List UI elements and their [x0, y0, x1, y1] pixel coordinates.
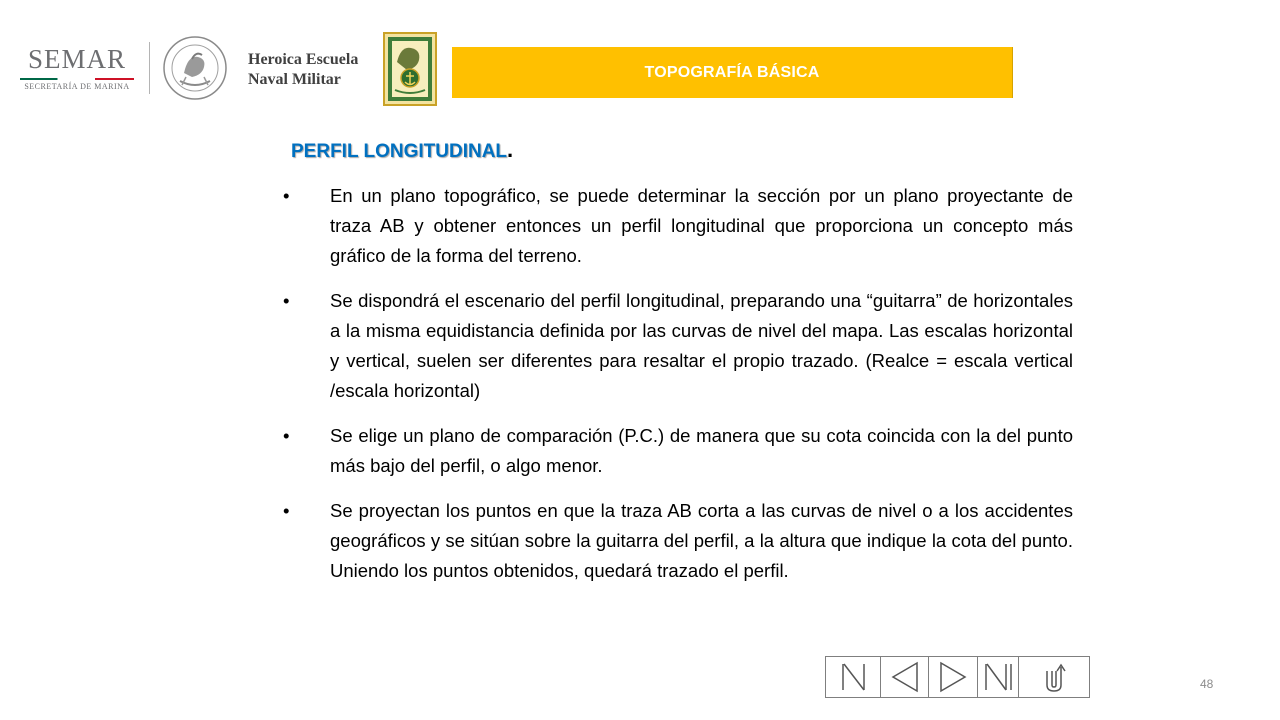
header-divider — [149, 42, 150, 94]
bullet-text: Se elige un plano de comparación (P.C.) de manera que su cota coincida con la del punto más bajo del perfil, o algo menor. — [330, 425, 1073, 476]
national-seal-icon — [162, 33, 228, 103]
last-slide-icon — [978, 657, 1018, 697]
bullet-mark: • — [283, 185, 290, 206]
page-number: 48 — [1200, 677, 1214, 691]
semar-logo-subtitle: SECRETARÍA DE MARINA — [24, 82, 130, 91]
first-slide-icon — [826, 657, 880, 697]
semar-logo — [18, 44, 136, 94]
return-button[interactable] — [1019, 657, 1089, 697]
course-banner — [452, 47, 1013, 98]
last-slide-button[interactable] — [978, 657, 1019, 697]
bullet-item — [283, 421, 1073, 481]
naval-school-crest-icon — [383, 32, 437, 106]
bullet-text: Se dispondrá el escenario del perfil longitudinal, preparando una “guitarra” de horizontales a la misma equidistancia definida por las curvas de nivel del mapa. Las escalas horizontal y vertical, suelen ser diferentes para resaltar el propio trazado. (Realce = escala vertical /escala horizontal) — [330, 290, 1073, 401]
return-icon — [1019, 657, 1090, 697]
school-name-line2: Naval Militar — [248, 71, 341, 88]
course-banner-text: TOPOGRAFÍA BÁSICA — [644, 63, 820, 81]
next-slide-button[interactable] — [929, 657, 978, 697]
bullet-list — [283, 181, 1073, 601]
first-slide-button[interactable] — [826, 657, 881, 697]
previous-slide-button[interactable] — [881, 657, 930, 697]
school-name-line1: Heroica Escuela — [248, 51, 359, 68]
bullet-mark: • — [283, 425, 290, 446]
previous-slide-icon — [881, 657, 929, 697]
slide-title-period: . — [507, 137, 514, 162]
bullet-item — [283, 496, 1073, 586]
bullet-mark: • — [283, 500, 290, 521]
semar-logo-text: SEMAR — [27, 44, 127, 74]
school-name — [248, 50, 388, 90]
slide-title-text: PERFIL LONGITUDINAL — [291, 141, 508, 162]
slide-title — [291, 137, 513, 163]
bullet-text: Se proyectan los puntos en que la traza AB corta a las curvas de nivel o a los accidentes geográficos y se sitúan sobre la guitarra del perfil, a la altura que indique la cota del punto. Uniendo los puntos obtenidos, quedará trazado el perfil. — [330, 500, 1073, 581]
bullet-item — [283, 181, 1073, 271]
bullet-item — [283, 286, 1073, 406]
semar-tricolor-line — [20, 78, 134, 80]
bullet-text: En un plano topográfico, se puede determinar la sección por un plano proyectante de traza AB y obtener entonces un perfil longitudinal que proporciona un concepto más gráfico de la forma del terreno. — [330, 185, 1073, 266]
slide-navigation — [825, 656, 1090, 698]
next-slide-icon — [929, 657, 977, 697]
bullet-mark: • — [283, 290, 290, 311]
